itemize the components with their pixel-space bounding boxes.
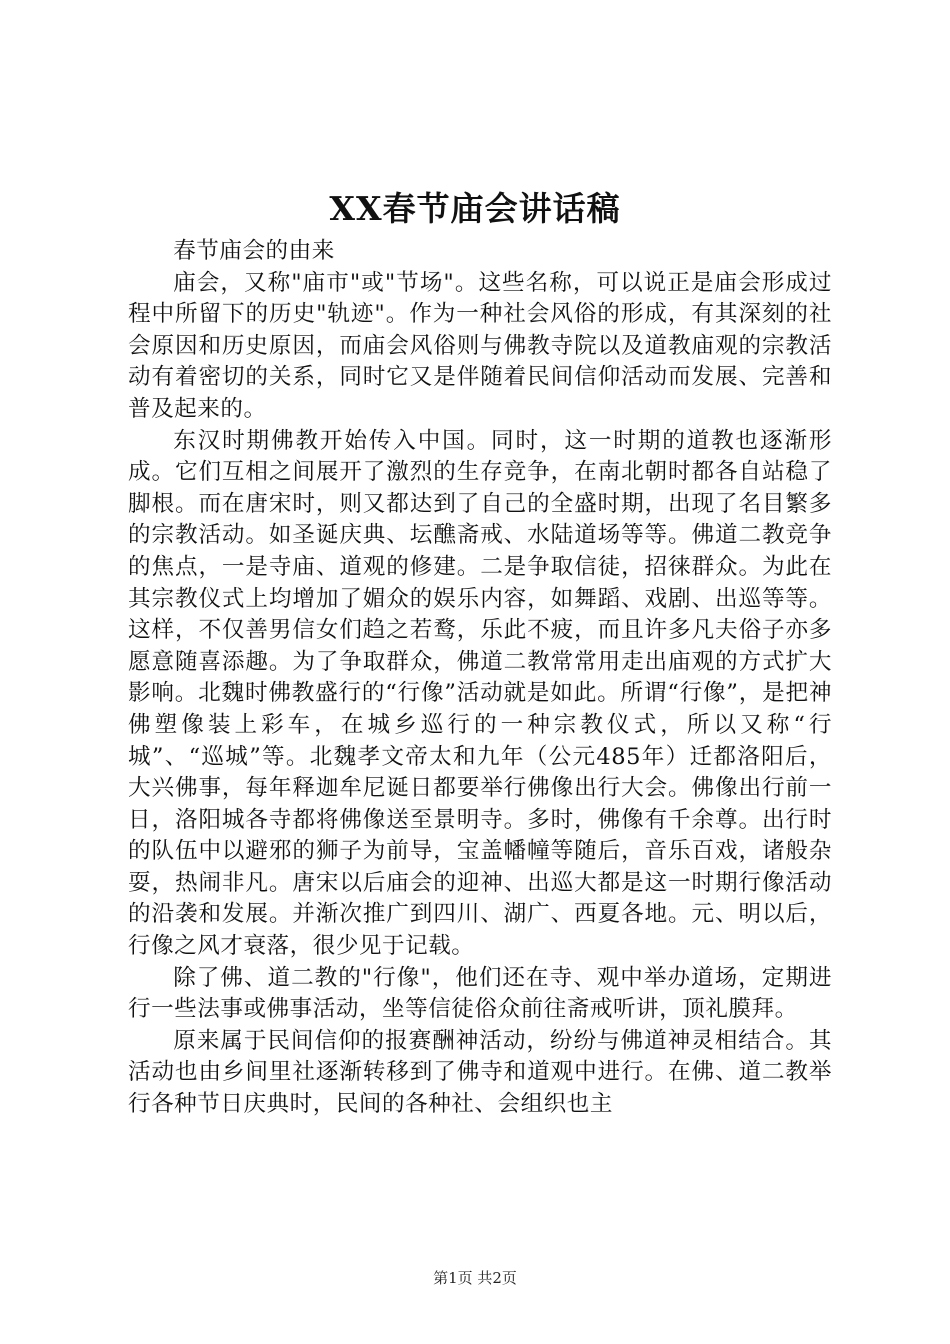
page-footer: 第1页 共2页 (433, 1269, 517, 1287)
paragraph: 东汉时期佛教开始传入中国。同时，这一时期的道教也逐渐形成。它们互相之间展开了激烈的生存竞争，在南北朝时都各自站稳了脚根。而在唐宋时，则又都达到了自己的全盛时期，出现了名目繁多的宗教活动。如圣诞庆典、坛醮斋戒、水陆道场等等。佛道二教竞争的焦点，一是寺庙、道观的修建。二是争取信徒，招徕群众。为此在其宗教仪式上均增加了媚众的娱乐内容，如舞蹈、戏剧、出巡等等。这样，不仅善男信女们趋之若鹜，乐此不疲，而且许多凡夫俗子亦多愿意随喜添趣。为了争取群众，佛道二教常常用走出庙观的方式扩大影响。北魏时佛教盛行的“行像”活动就是如此。所谓“行像”，是把神佛塑像装上彩车，在城乡巡行的一种宗教仪式，所以又称“行城”、“巡城”等。北魏孝文帝太和九年（公元485年）迁都洛阳后，大兴佛事，每年释迦牟尼诞日都要举行佛像出行大会。佛像出行前一日，洛阳城各寺都将佛像送至景明寺。多时，佛像有千余尊。出行时的队伍中以避邪的狮子为前导，宝盖幡幢等随后，音乐百戏，诸般杂耍，热闹非凡。唐宋以后庙会的迎神、出巡大都是这一时期行像活动的沿袭和发展。并渐次推广到四川、湖广、西夏各地。元、明以后，行像之风才衰落，很少见于记载。 (128, 427, 832, 960)
document-title: XX春节庙会讲话稿 (329, 189, 621, 228)
paragraph: 庙会，又称"庙市"或"节场"。这些名称，可以说正是庙会形成过程中所留下的历史"轨迹"。作为一种社会风俗的形成，有其深刻的社会原因和历史原因，而庙会风俗则与佛教寺院以及道教庙观的宗教活动有着密切的关系，同时它又是伴随着民间信仰活动而发展、完善和普及起来的。 (128, 269, 832, 422)
paragraph: 除了佛、道二教的"行像"，他们还在寺、观中举办道场，定期进行一些法事或佛事活动，坐等信徒俗众前往斋戒听讲，顶礼膜拜。 (128, 964, 832, 1023)
paragraph: 原来属于民间信仰的报赛酬神活动，纷纷与佛道神灵相结合。其活动也由乡间里社逐渐转移到了佛寺和道观中进行。在佛、道二教举行各种节日庆典时，民间的各种社、会组织也主 (128, 1027, 832, 1118)
document-body (128, 236, 832, 1121)
section-heading: 春节庙会的由来 (173, 238, 335, 264)
